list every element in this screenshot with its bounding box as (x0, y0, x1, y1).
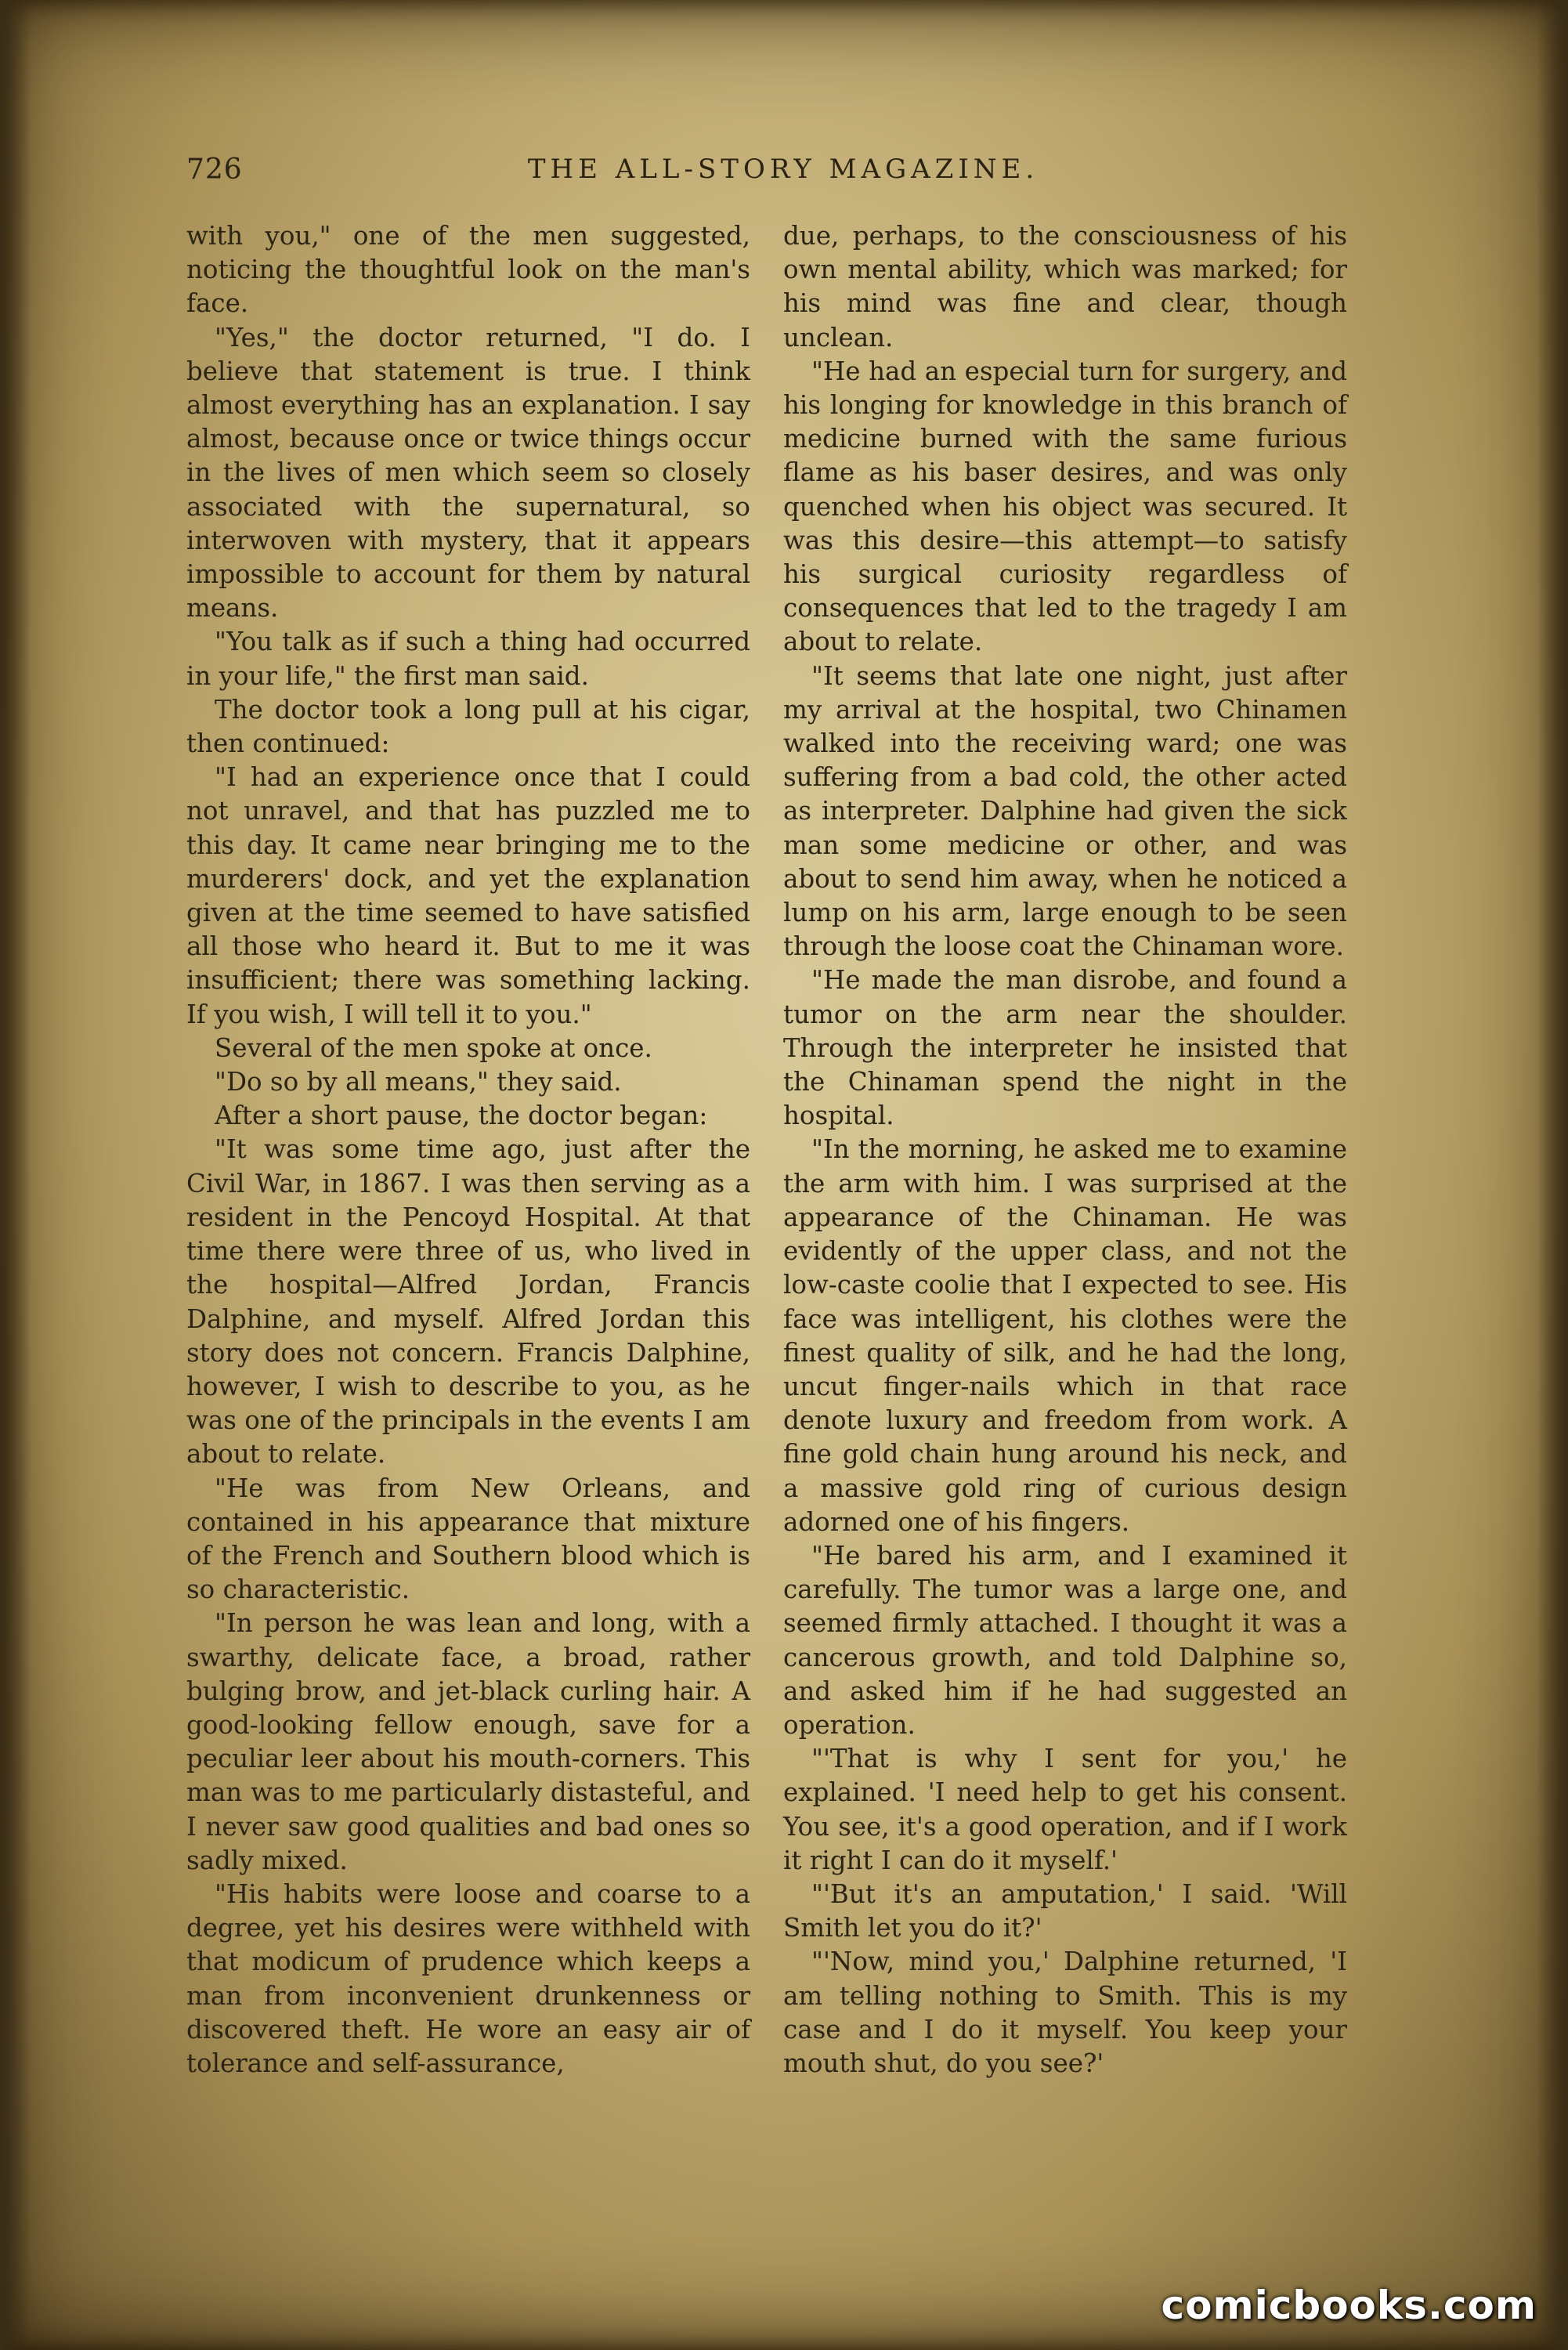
left-text-column (186, 219, 750, 2081)
paragraph: "It seems that late one night, just after my arrival at the hospital, two Chinamen walked into the receiving ward; one was suffering from a bad cold, the other acted as interpreter. Dalphine had given the sick man some medicine or other, and was about to send him away, when he noticed a lump on his arm, large enough to be seen through the loose coat the Chinaman wore. (783, 660, 1347, 962)
paragraph: "He bared his arm, and I examined it carefully. The tumor was a large one, and seemed firmly attached. I thought it was a cancerous growth, and told Dalphine so, and asked him if he had suggested an operation. (783, 1540, 1347, 1740)
page-number: 726 (186, 154, 243, 186)
paragraph: "'Now, mind you,' Dalphine returned, 'I am telling nothing to Smith. This is my case and I do it myself. You keep your mouth shut, do you see?' (783, 1947, 1347, 2078)
paragraph: due, perhaps, to the consciousness of his own mental ability, which was marked; for his mind was fine and clear, though unclean. (783, 221, 1347, 352)
paragraph: "It was some time ago, just after the Civil War, in 1867. I was then serving as a resident in the Pencoyd Hospital. At that time there were three of us, who lived in the hospital—Alfred Jordan, Francis Dalphine, and myself. Alfred Jordan this story does not concern. Francis Dalphine, however, I wish to describe to you, as he was one of the principals in the events I am about to relate. (186, 1134, 750, 1470)
page-edge-shadow-left (0, 0, 31, 2350)
paragraph: "His habits were loose and coarse to a degree, yet his desires were withheld with that modicum of prudence which keeps a man from inconvenient drunkenness or discovered theft. He wore an easy air of tolerance and self-assurance, (186, 1878, 750, 2078)
paragraph: "You talk as if such a thing had occurred in your life," the first man said. (186, 627, 750, 691)
paragraph: "He had an especial turn for surgery, and his longing for knowledge in this branch of medicine burned with the same furious flame as his baser desires, and was only quenched when his object was secured. It was this desire—this attempt—to satisfy his surgical curiosity regardless of consequences that led to the tragedy I am about to relate. (783, 356, 1347, 657)
paragraph: The doctor took a long pull at his cigar, then continued: (186, 694, 750, 759)
watermark: comicbooks.com (1161, 2283, 1537, 2328)
paragraph: "Yes," the doctor returned, "I do. I believe that statement is true. I think almost everything has an explanation. I say almost, because once or twice things occur in the lives of men which seem so closely associated with the supernatural, so interwoven with mystery, that it appears impossible to account for them by natural means. (186, 322, 750, 624)
paragraph: "'But it's an amputation,' I said. 'Will Smith let you do it?' (783, 1878, 1347, 1943)
paragraph: "In person he was lean and long, with a swarthy, delicate face, a broad, rather bulging brow, and jet-black curling hair. A good-looking fellow enough, save for a peculiar leer about his mouth-corners. This man was to me particularly distasteful, and I never saw good qualities and bad ones so sadly mixed. (186, 1608, 750, 1875)
paragraph: Several of the men spoke at once. (215, 1032, 652, 1063)
paragraph: "Do so by all means," they said. (215, 1067, 622, 1097)
paragraph: "He made the man disrobe, and found a tumor on the arm near the shoulder. Through the interpreter he insisted that the Chinaman spend the night in the hospital. (783, 965, 1347, 1131)
right-text-column (783, 219, 1347, 2081)
paragraph: "I had an experience once that I could not unravel, and that has puzzled me to this day. It came near bringing me to the murderers' dock, and yet the explanation given at the time seemed to have satisfied all those who heard it. But to me it was insufficient; there was something lacking. If you wish, I will tell it to you." (186, 762, 750, 1029)
paragraph: with you," one of the men suggested, noticing the thoughtful look on the man's face. (186, 221, 750, 319)
page-edge-shadow-right (1537, 0, 1568, 2350)
paragraph: "'That is why I sent for you,' he explained. 'I need help to get his consent. You see, it's a good operation, and if I work it right I can do it myself.' (783, 1744, 1347, 1875)
paragraph: "He was from New Orleans, and contained in his appearance that mixture of the French and Southern blood which is so characteristic. (186, 1473, 750, 1605)
paragraph: After a short pause, the doctor began: (215, 1101, 708, 1131)
paragraph: "In the morning, he asked me to examine the arm with him. I was surprised at the appearance of the Chinaman. He was evidently of the upper class, and not the low-caste coolie that I expected to see. His face was intelligent, his clothes were the finest quality of silk, and he had the long, uncut finger-nails which in that race denote luxury and freedom from work. A fine gold chain hung around his neck, and a massive gold ring of curious design adorned one of his fingers. (783, 1134, 1347, 1537)
running-head: THE ALL-STORY MAGAZINE. (527, 154, 1039, 185)
